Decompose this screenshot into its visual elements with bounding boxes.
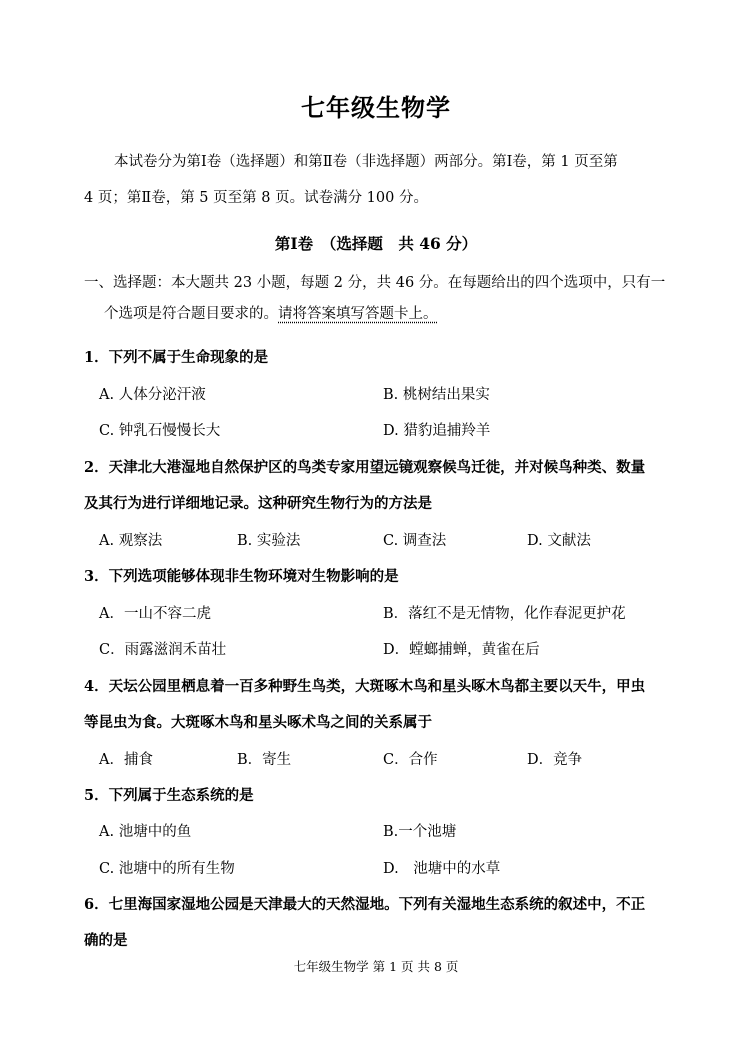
question-stem: 3．下列选项能够体现非生物环境对生物影响的是 [84, 568, 399, 585]
page-footer: 七年级生物学 第 1 页 共 8 页 [293, 959, 459, 974]
option-d: D．螳螂捕蝉，黄雀在后 [383, 642, 540, 658]
intro-line-2: 4 页；第Ⅱ卷，第 5 页至第 8 页。试卷满分 100 分。 [84, 190, 428, 206]
question-stem: 2．天津北大港湿地自然保护区的鸟类专家用望远镜观察候鸟迁徙，并对候鸟种类、数量 [84, 459, 646, 476]
option-c: C．合作 [383, 752, 438, 768]
option-a: A. 池塘中的鱼 [99, 824, 192, 840]
question-stem-cont: 确的是 [84, 932, 128, 949]
intro-line-1: 本试卷分为第Ⅰ卷（选择题）和第Ⅱ卷（非选择题）两部分。第Ⅰ卷，第 1 页至第 [114, 154, 618, 170]
question-stem: 5．下列属于生态系统的是 [84, 787, 254, 804]
option-b: B. 实验法 [237, 533, 301, 549]
instructions-line-2 [104, 304, 438, 324]
option-a: A．一山不容二虎 [99, 606, 211, 622]
option-d: D. 猎豹追捕羚羊 [383, 423, 491, 439]
option-a: A. 观察法 [99, 533, 163, 549]
option-d: D．竞争 [527, 752, 583, 768]
option-c: C．雨露滋润禾苗壮 [99, 642, 227, 658]
option-d: D. 池塘中的水草 [383, 861, 501, 877]
option-d: D. 文献法 [527, 533, 591, 549]
question-stem: 6．七里海国家湿地公园是天津最大的天然湿地。下列有关湿地生态系统的叙述中，不正 [84, 896, 646, 913]
option-b: B. 桃树结出果实 [383, 387, 490, 403]
question-stem: 4．天坛公园里栖息着一百多种野生鸟类，大斑啄木鸟和星头啄木鸟都主要以天牛，甲虫 [84, 678, 646, 695]
question-stem-cont: 等昆虫为食。大斑啄木鸟和星头啄术鸟之间的关系属于 [84, 714, 432, 731]
instructions-line-1: 一、选择题：本大题共 23 小题，每题 2 分，共 46 分。在每题给出的四个选项中，只有一 [84, 275, 666, 291]
option-c: C. 钟乳石慢慢长大 [99, 423, 221, 439]
instructions-text: 个选项是符合题目要求的。 [104, 306, 278, 322]
section-header: 第Ⅰ卷 （选择题 共 46 分） [274, 234, 478, 253]
instructions-emphasis: 请将答案填写答题卡上。 [278, 306, 438, 322]
option-a: A．捕食 [99, 752, 153, 768]
option-c: C. 池塘中的所有生物 [99, 861, 235, 877]
question-stem-cont: 及其行为进行详细地记录。这种研究生物行为的方法是 [84, 495, 432, 512]
option-a: A. 人体分泌汗液 [99, 387, 206, 403]
page-title: 七年级生物学 [301, 93, 451, 122]
option-b: B.一个池塘 [383, 824, 457, 840]
option-c: C. 调查法 [383, 533, 447, 549]
question-stem: 1．下列不属于生命现象的是 [84, 349, 269, 366]
option-b: B．落红不是无情物，化作春泥更护花 [383, 606, 626, 622]
option-b: B．寄生 [237, 752, 292, 768]
